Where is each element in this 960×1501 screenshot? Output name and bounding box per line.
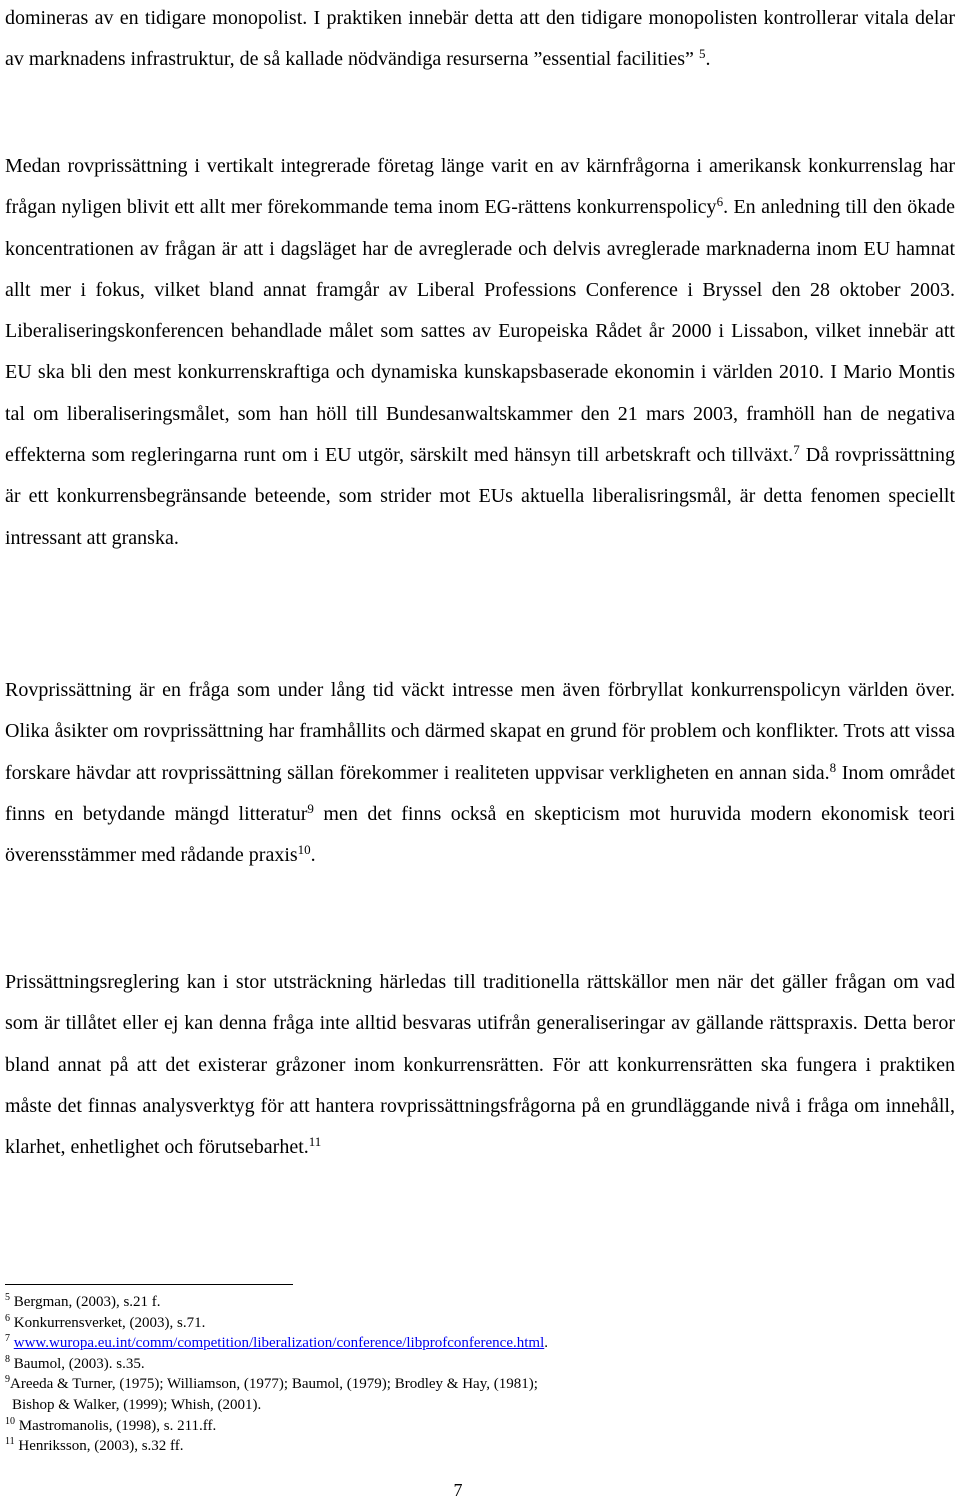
footnote-8-number: 8: [5, 1353, 10, 1365]
footnote-ref-9[interactable]: 9: [307, 800, 314, 816]
footnote-ref-11[interactable]: 11: [308, 1134, 322, 1150]
page-number: 7: [453, 1480, 463, 1500]
footnote-10-text: Mastromanolis, (1998), s. 211.ff.: [15, 1417, 217, 1434]
paragraph-2-text-b: . En anledning till den ökade koncentrationen av frågan är att i dagsläget har de avreglerade och delvis avreglerade marknaderna inom EU hamnat allt mer i fokus, vilket bland annat framgår av Liberal Professions Conference i Bryssel den 28 oktober 2003. Liberaliseringskonferencen behandlade målet som sattes av Europeiska Rådet år 2000 i Lissabon, vilket innebär att EU ska bli den mest konkurrenskraftiga och dynamiska kunskapsbaserade ekonomin i världen 2010. I Mario Montis tal om liberaliseringsmålet, som han höll till Bundesanwaltskammer den 21 mars 2003, framhöll han de negativa effekterna som regleringarna runt om i EU utgör, särskilt med hänsyn till arbetskraft och tillväxt.: [5, 196, 955, 467]
footnote-5-text: Bergman, (2003), s.21 f.: [10, 1294, 161, 1310]
footnote-ref-10[interactable]: 10: [297, 842, 311, 858]
footnote-10-number: 10: [5, 1415, 15, 1427]
footnote-ref-6[interactable]: 6: [716, 194, 724, 210]
footnote-6-number: 6: [5, 1312, 10, 1324]
paragraph-4: [5, 962, 955, 1168]
footnote-7-number: 7: [5, 1333, 10, 1345]
footnote-7-link[interactable]: www.wuropa.eu.int/comm/competition/liberalization/conference/libprofconference.html: [13, 1335, 545, 1352]
paragraph-4-text: Prissättningsreglering kan i stor utsträckning härledas till traditionella rättskällor men när det gäller frågan om vad som är tillåtet eller ej kan denna fråga inte alltid besvaras utifrån generaliseringar av gällande rättspraxis. Detta beror bland annat på att det existerar gråzoner inom konkurrensrätten. För att konkurrensrätten ska fungera i praktiken måste det finnas analysverktyg för att hantera rovprissättningsfrågorna på en grundläggande nivå i fråga om innehåll, klarhet, enhetlighet och förutsebarhet.: [5, 971, 955, 1159]
footnote-9: [5, 1374, 955, 1395]
paragraph-2: [5, 146, 955, 559]
footnote-6: [5, 1313, 955, 1334]
footnote-5: [5, 1292, 955, 1313]
paragraph-1: [5, 0, 955, 81]
paragraph-3: [5, 670, 955, 876]
footnote-8-text: Baumol, (2003). s.35.: [10, 1355, 145, 1372]
footnote-ref-8[interactable]: 8: [829, 759, 837, 775]
footnote-separator: [5, 1284, 293, 1285]
footnote-11: [5, 1436, 955, 1457]
footnote-7-after: .: [544, 1335, 549, 1352]
paragraph-3-text-a: Rovprissättning är en fråga som under lång tid väckt intresse men även förbryllat konkurrenspolicyn världen över. Olika åsikter om rovprissättning har framhållits och därmed skapat en grund för problem och konflikter. Trots att vissa forskare hävdar att rovprissättning sällan förekommer i realiteten uppvisar verkligheten en annan sida.: [5, 679, 955, 784]
document-page: [5, 0, 955, 1500]
footnote-5-number: 5: [5, 1292, 10, 1303]
footnote-8: [5, 1354, 955, 1375]
footnote-9-number: 9: [5, 1374, 10, 1386]
footnote-10: [5, 1416, 955, 1437]
footnote-9-continuation: [5, 1395, 955, 1416]
footnote-ref-5[interactable]: 5: [698, 46, 706, 62]
paragraph-2-text-a: Medan rovprissättning i vertikalt integrerade företag länge varit en av kärnfrågorna i amerikansk konkurrenslag har frågan nyligen blivit ett allt mer förekommande tema inom EG-rättens konkurrenspolicy: [5, 155, 955, 219]
paragraph-3-text-d: .: [310, 844, 316, 867]
paragraph-3-text-b: Inom området finns en betydande mängd litteratur: [5, 761, 956, 825]
footnote-7: [5, 1333, 955, 1354]
footnote-11-text: Henriksson, (2003), s.32 ff.: [14, 1438, 184, 1455]
paragraph-3-text-c: men det finns också en skepticism mot huruvida modern ekonomisk teori överensstämmer med rådande praxis: [5, 802, 956, 867]
footnote-6-text: Konkurrensverket, (2003), s.71.: [10, 1314, 206, 1331]
footnote-9-line-2: Bishop & Walker, (1999); Whish, (2001).: [12, 1396, 262, 1413]
paragraph-1-end: .: [705, 48, 711, 71]
paragraph-1-text: domineras av en tidigare monopolist. I praktiken innebär detta att den tidigare monopolisten kontrollerar vitala delar av marknadens infrastruktur, de så kallade nödvändiga resurserna ”essential facilities”: [5, 7, 955, 71]
footnote-ref-7[interactable]: 7: [793, 442, 800, 458]
paragraph-2-text-c: Då rovprissättning är ett konkurrensbegränsande beteende, som strider mot EUs aktuella liberalisringsmål, är detta fenomen speciellt intressant att granska.: [5, 444, 955, 549]
footnote-9-line-1: Areeda & Turner, (1975); Williamson, (1977); Baumol, (1979); Brodley & Hay, (1981);: [10, 1376, 538, 1393]
footnote-11-number: 11: [5, 1436, 15, 1448]
footnotes: [5, 1292, 955, 1457]
